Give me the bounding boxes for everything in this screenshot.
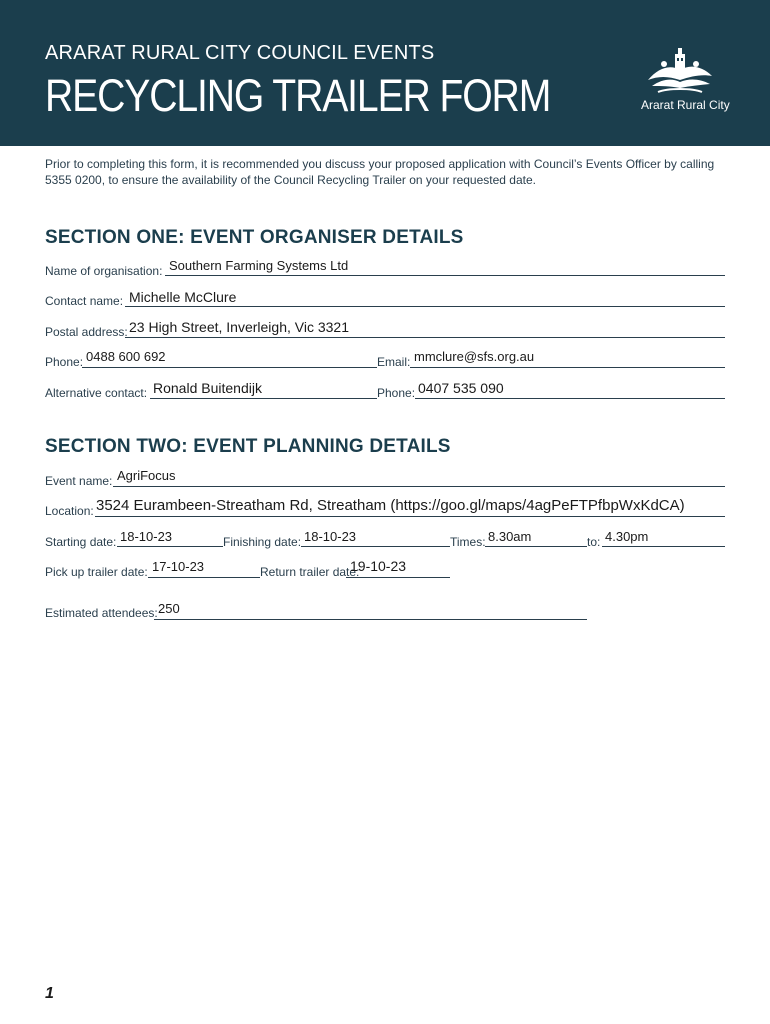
event-name-value: AgriFocus — [117, 468, 176, 483]
alt-phone-label: Phone: — [377, 386, 416, 400]
phone-label: Phone: — [45, 355, 84, 369]
return-date-value: 19-10-23 — [350, 558, 407, 574]
page-number: 1 — [45, 985, 54, 1002]
alternative-contact-value: Ronald Buitendijk — [153, 380, 262, 396]
pickup-date-value: 17-10-23 — [152, 559, 205, 574]
location-value: 3524 Eurambeen-Streatham Rd, Streatham (https://goo.gl/maps/4agPeFTPfbpWxKdCA) — [96, 497, 685, 514]
times-field[interactable] — [485, 546, 587, 547]
attendees-field[interactable] — [154, 619, 587, 620]
header-banner — [0, 0, 770, 146]
email-label: Email: — [377, 355, 411, 369]
pickup-date-field[interactable] — [148, 577, 260, 578]
logo-text: Ararat Rural City — [641, 98, 730, 112]
finishing-date-field[interactable] — [301, 546, 450, 547]
postal-address-value: 23 High Street, Inverleigh, Vic 3321 — [129, 319, 349, 335]
header-subtitle: ARARAT RURAL CITY COUNCIL EVENTS — [45, 42, 435, 64]
intro-text: Prior to completing this form, it is recommended you discuss your proposed application with Council’s Events Officer by calling 5355 0200, to ensure the availability of the Council Recycling Trailer on your requested date. — [45, 157, 715, 187]
postal-address-field[interactable] — [125, 337, 725, 338]
to-value: 4.30pm — [605, 529, 649, 544]
pickup-date-label: Pick up trailer date: — [45, 565, 148, 579]
starting-date-value: 18-10-23 — [120, 529, 173, 544]
times-label: Times: — [450, 535, 486, 549]
attendees-value: 250 — [158, 601, 180, 616]
organisation-field[interactable] — [165, 275, 725, 276]
finishing-date-value: 18-10-23 — [304, 529, 357, 544]
postal-address-label: Postal address: — [45, 325, 128, 339]
alternative-contact-label: Alternative contact: — [45, 386, 148, 400]
location-label: Location: — [45, 504, 94, 518]
starting-date-label: Starting date: — [45, 535, 117, 549]
attendees-label: Estimated attendees: — [45, 606, 158, 620]
event-name-field[interactable] — [113, 486, 725, 487]
contact-name-field[interactable] — [125, 306, 725, 307]
contact-name-value: Michelle McClure — [129, 289, 237, 305]
email-value: mmclure@sfs.org.au — [414, 349, 535, 364]
return-date-label: Return trailer date: — [260, 565, 360, 579]
to-field[interactable] — [602, 546, 725, 547]
ararat-rural-city-logo-icon — [644, 46, 716, 96]
times-value: 8.30am — [488, 529, 532, 544]
to-label: to: — [587, 535, 601, 549]
organisation-value: Southern Farming Systems Ltd — [169, 258, 349, 273]
location-field[interactable] — [95, 516, 725, 517]
organisation-label: Name of organisation: — [45, 264, 163, 278]
alternative-contact-field[interactable] — [150, 398, 377, 399]
email-field[interactable] — [410, 367, 725, 368]
finishing-date-label: Finishing date: — [223, 535, 302, 549]
return-date-field[interactable] — [346, 577, 450, 578]
section-two-heading: SECTION TWO: EVENT PLANNING DETAILS — [45, 436, 451, 457]
starting-date-field[interactable] — [117, 546, 223, 547]
phone-field[interactable] — [82, 367, 377, 368]
event-name-label: Event name: — [45, 474, 113, 488]
section-one-heading: SECTION ONE: EVENT ORGANISER DETAILS — [45, 227, 464, 248]
phone-value: 0488 600 692 — [86, 349, 166, 364]
alt-phone-value: 0407 535 090 — [418, 380, 504, 396]
page-title: RECYCLING TRAILER FORM — [45, 70, 551, 121]
contact-name-label: Contact name: — [45, 294, 124, 308]
alt-phone-field[interactable] — [415, 398, 725, 399]
